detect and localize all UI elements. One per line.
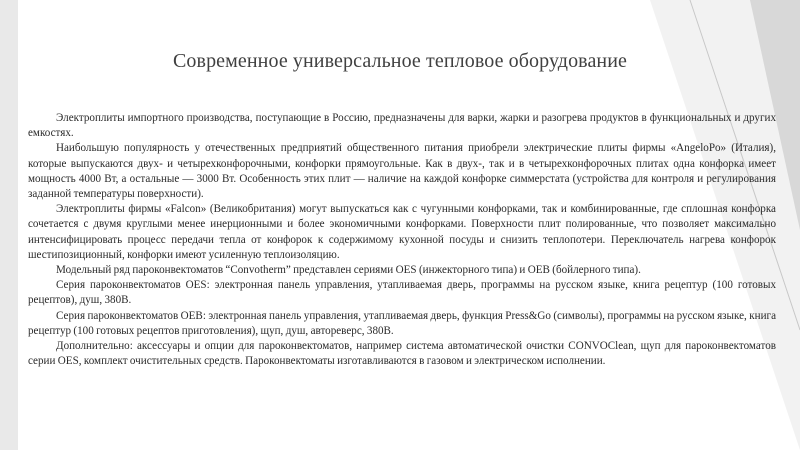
paragraph-oeb-series: Серия пароконвектоматов OEB: электронная панель управления, утапливаемая дверь, функция Press&Go (символы), программы на русском языке, книга рецептур (100 готовых рецептов приготовления), щуп, душ, автореверс, 380В. — [28, 309, 776, 337]
paragraph-convotherm: Модельный ряд пароконвектоматов “Convotherm” представлен сериями OES (инжекторного типа) и OEB (бойлерного типа). — [56, 264, 641, 277]
slide-title: Современное универсальное тепловое оборудование — [172, 50, 628, 72]
slide-body — [28, 111, 776, 369]
paragraph-oes-series: Серия пароконвектоматов OES: электронная панель управления, утапливаемая дверь, программы на русском языке, книга рецептур (100 готовых рецептов), душ, 380В. — [28, 279, 776, 307]
paragraph-additional: Дополнительно: аксессуары и опции для пароконвектоматов, например система автоматической очистки CONVOClean, щуп для пароконвектоматов серии OES, комплект очистительных средств. Пароконвектоматы изготавливаются в газовом и электрическом исполнении. — [28, 340, 776, 368]
paragraph-falcon: Электроплиты фирмы «Falcon» (Великобритания) могут выпускаться как с чугунными конфорками, так и комбинированные, где сплошная конфорка сочетается с двумя круглыми менее инерционными и более экономичными конфорками. Поверхности плит полированные, что позволяет максимально интенсифицировать процесс передачи тепла от конфорок к содержимому кухонной посуды и снизить теплопотери. Переключатель нагрева конфорок шестипозиционный, конфорки имеют усиленную теплоизоляцию. — [28, 203, 776, 261]
paragraph-angelopo: Наибольшую популярность у отечественных предприятий общественного питания приобрели электрические плиты фирмы «AngeloPo» (Италия), которые выпускаются двух- и четырехконфорочными, конфорки прямоугольные. Как в двух-, так и в четырехконфорочных плитах одна конфорка имеет мощность 4000 Вт, а остальные — 3000 Вт. Особенность этих плит — наличие на каждой конфорке симмерстата (устройства для контроля и регулирования заданной температуры поверхности). — [28, 142, 776, 201]
paragraph-electric-stoves-intro: Электроплиты импортного производства, поступающие в Россию, предназначены для варки, жарки и разогрева продуктов в функциональных и других емкостях. — [28, 112, 776, 140]
